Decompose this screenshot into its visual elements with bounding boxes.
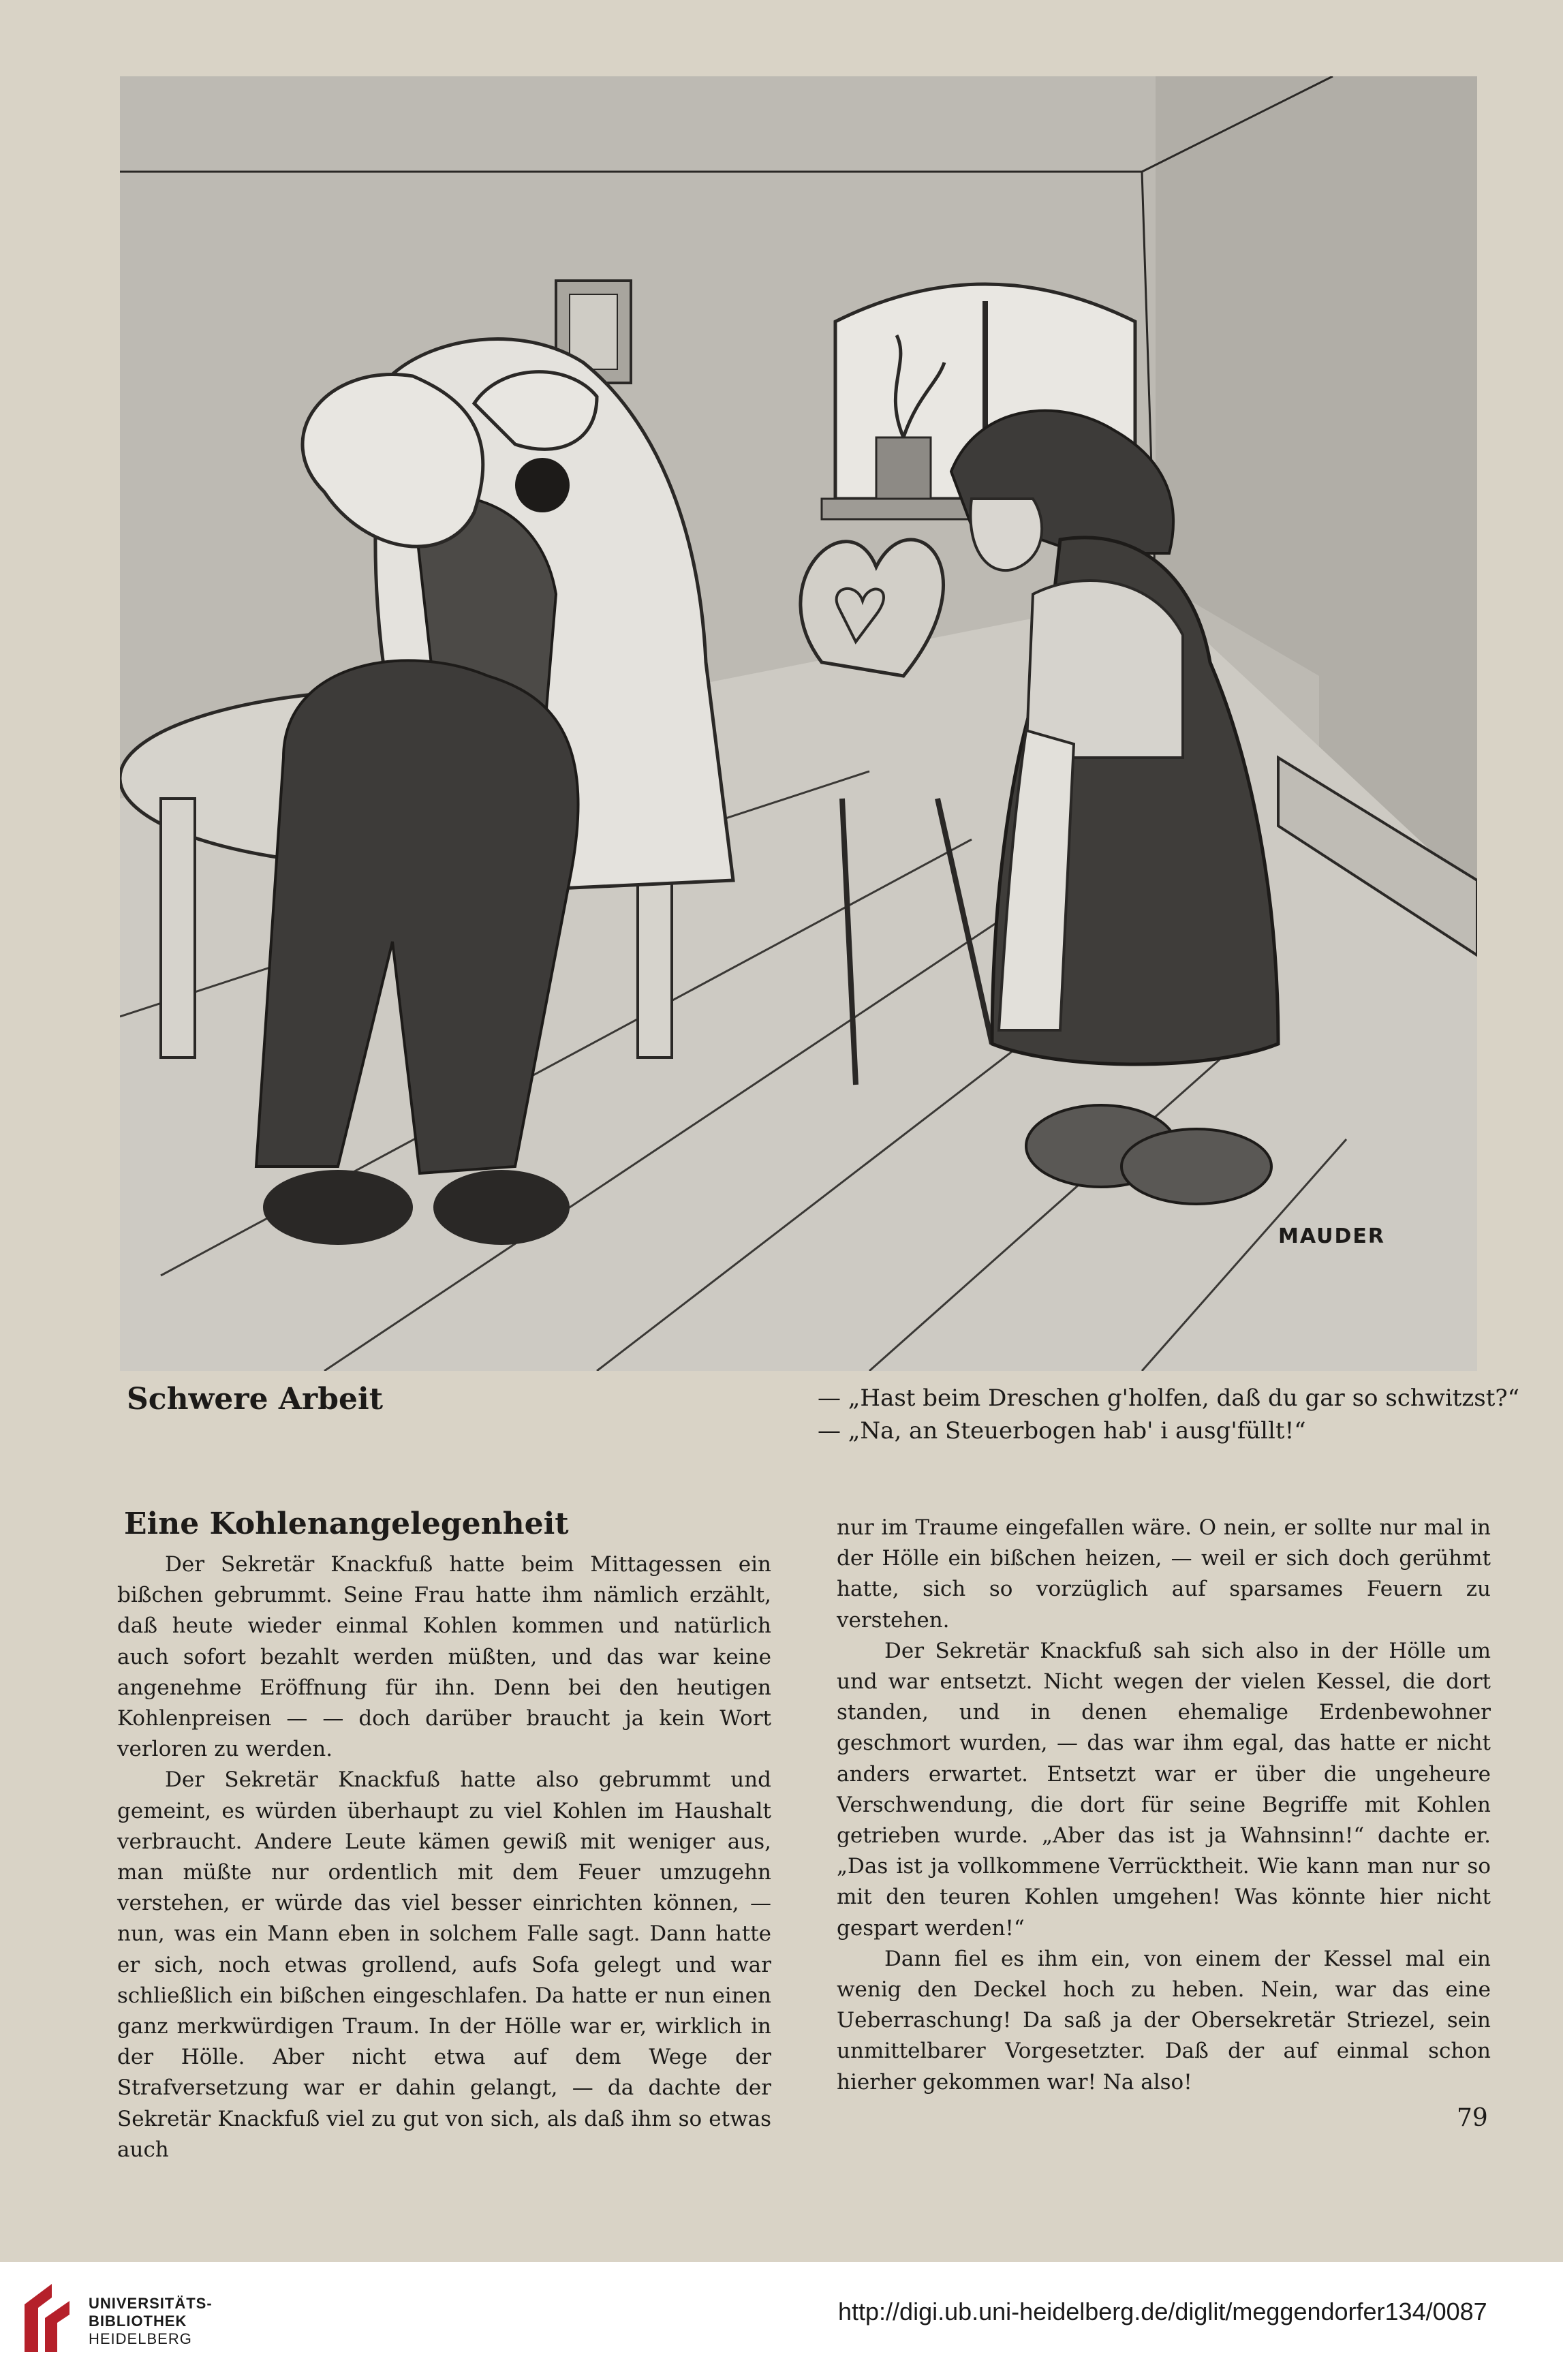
cartoon-illustration xyxy=(120,76,1477,1371)
caption-line-1: — „Hast beim Dreschen g'holfen, daß du gar so schwitzst?“ xyxy=(818,1385,1519,1412)
article-paragraph: Der Sekretär Knackfuß sah sich also in der Hölle um und war entsetzt. Nicht wegen der vielen Kessel, die dort standen, und in denen ehemalige Erdenbewohner geschmort wurden, — das war ihm egal, das hatte er nicht anders erwartet. Entsetzt war er über die ungeheure Verschwendung, die dort für seine Begriffe mit Kohlen getrieben wurde. „Aber das ist ja Wahnsinn!“ dachte er. „Das ist ja vollkommene Verrücktheit. Wie kann man nur so mit den teuren Kohlen umgehen! Was könnte hier nicht gespart werden!“ xyxy=(837,1638,1491,1941)
library-logo-icon xyxy=(18,2277,76,2359)
cartoon-drawing xyxy=(120,76,1477,1371)
library-name: UNIVERSITÄTS- BIBLIOTHEK HEIDELBERG xyxy=(89,2295,213,2347)
source-url-link[interactable]: http://digi.ub.uni-heidelberg.de/diglit/meggendorfer134/0087 xyxy=(838,2298,1487,2325)
library-footer xyxy=(0,2262,1563,2380)
caption-dialog xyxy=(818,1382,1519,1447)
article-left-column xyxy=(117,1506,771,2165)
caption-line-2: — „Na, an Steuerbogen hab' i ausg'füllt!“ xyxy=(818,1417,1306,1444)
article-paragraph: Der Sekretär Knackfuß hatte also gebrummt und gemeint, es würden überhaupt zu viel Kohlen im Haushalt verbraucht. Andere Leute kämen gewiß mit weniger aus, man müßte nur ordentlich mit dem Feuer umzugehn verstehen, er würde das viel besser einrichten können, — nun, was ein Mann eben in solchem Falle sagt. Dann hatte er sich, noch etwas grollend, aufs Sofa gelegt und war schließlich ein bißchen eingeschlafen. Da hatte er nun einen ganz merkwürdigen Traum. In der Hölle war er, wirklich in der Hölle. Aber nicht etwa auf dem Wege der Strafversetzung war er dahin gelangt, — da dachte der Sekretär Knackfuß viel zu gut von sich, als daß ihm so etwas auch xyxy=(117,1767,771,2162)
article-right-column xyxy=(837,1513,1491,2098)
svg-text:MAUDER: MAUDER xyxy=(1278,1224,1386,1248)
article-paragraph: Dann fiel es ihm ein, von einem der Kessel mal ein wenig den Deckel hoch zu heben. Nein, war das eine Ueberraschung! Da saß ja der Obersekretär Striezel, sein unmittelbarer Vorgesetzter. Daß der auf einmal schon hierher gekommen war! Na also! xyxy=(837,1946,1491,2095)
page-number: 79 xyxy=(1457,2104,1488,2132)
article-paragraph: nur im Traume eingefallen wäre. O nein, er sollte nur mal in der Hölle ein bißchen heizen, — weil er sich doch gerühmt hatte, sich so vorzüglich auf sparsames Feuern zu verstehen. xyxy=(837,1515,1491,1633)
article-title: Eine Kohlenangelegenheit xyxy=(124,1506,569,1541)
caption-title: Schwere Arbeit xyxy=(127,1382,384,1417)
article-paragraph: Der Sekretär Knackfuß hatte beim Mittagessen ein bißchen gebrummt. Seine Frau hatte ihm nämlich erzählt, daß heute wieder einmal Kohlen kommen und natürlich auch sofort bezahlt werden müßten, und das war keine angenehme Eröffnung für ihn. Denn bei den heutigen Kohlenpreisen — — doch darüber braucht ja kein Wort verloren zu werden. xyxy=(117,1552,771,1762)
